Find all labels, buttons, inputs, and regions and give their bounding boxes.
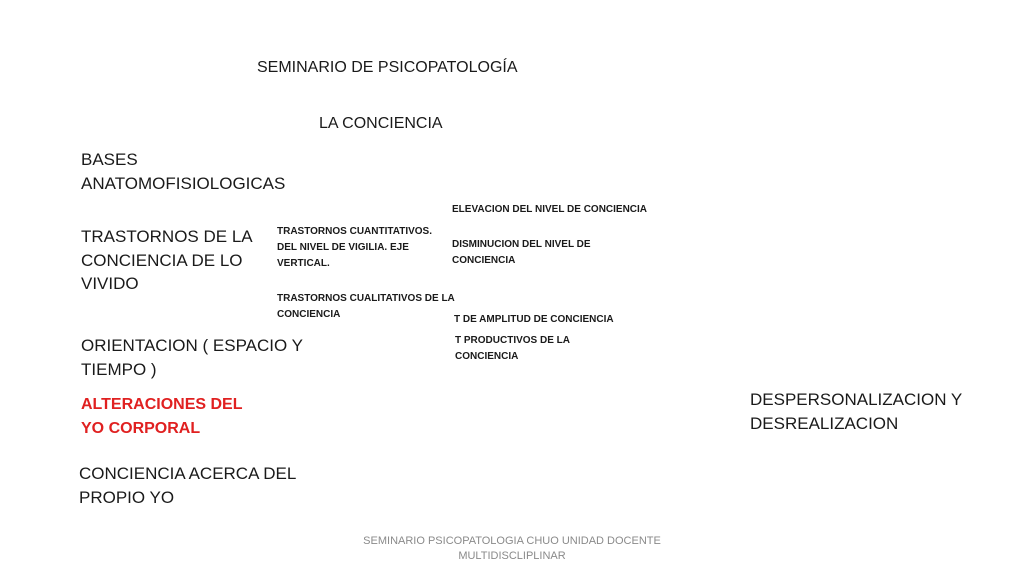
cuantitativos-line-1: TRASTORNOS CUANTITATIVOS. — [277, 226, 432, 237]
trastornos-cuantitativos-label — [277, 224, 432, 272]
bases-anatomofisiologicas-label — [81, 148, 285, 195]
productivos-line-2: CONCIENCIA — [455, 351, 519, 362]
slide-subtitle: LA CONCIENCIA — [319, 115, 443, 132]
trastornos-line-1: TRASTORNOS DE LA — [81, 227, 253, 246]
trastornos-conciencia-vivido-label — [81, 225, 253, 296]
disminucion-line-1: DISMINUCION DEL NIVEL DE — [452, 239, 591, 250]
footer-line-1: SEMINARIO PSICOPATOLOGIA CHUO UNIDAD DOCENTE — [363, 535, 661, 547]
conciencia-yo-line-2: PROPIO YO — [79, 487, 175, 507]
orientacion-line-1: ORIENTACION ( ESPACIO Y — [81, 336, 303, 355]
cuantitativos-line-2: DEL NIVEL DE VIGILIA. EJE — [277, 242, 409, 253]
slide-footer — [312, 534, 712, 564]
despersonalizacion-label — [750, 388, 962, 435]
cuantitativos-line-3: VERTICAL. — [277, 258, 330, 269]
slide-title: SEMINARIO DE PSICOPATOLOGÍA — [257, 59, 518, 76]
productivos-line-1: T PRODUCTIVOS DE LA — [455, 335, 571, 346]
alteraciones-yo-corporal-label — [81, 393, 242, 440]
conciencia-yo-line-1: CONCIENCIA ACERCA DEL — [79, 464, 297, 483]
elevacion-nivel-conciencia-label: ELEVACION DEL NIVEL DE CONCIENCIA — [452, 204, 648, 215]
alteraciones-line-1: ALTERACIONES DEL — [81, 396, 243, 413]
conciencia-propio-yo-label — [79, 462, 296, 509]
alteraciones-line-2: YO CORPORAL — [81, 419, 201, 437]
productivos-conciencia-label — [455, 333, 570, 365]
trastornos-line-2: CONCIENCIA DE LO — [81, 250, 243, 270]
disminucion-nivel-conciencia-label — [452, 237, 591, 269]
bases-line-1: BASES — [81, 150, 138, 169]
trastornos-line-3: VIVIDO — [81, 274, 139, 293]
orientacion-line-2: TIEMPO ) — [81, 359, 157, 379]
cualitativos-line-2: CONCIENCIA — [277, 309, 341, 320]
trastornos-cualitativos-label — [277, 291, 455, 323]
despersonalizacion-line-1: DESPERSONALIZACION Y — [750, 390, 963, 409]
orientacion-label — [81, 334, 303, 381]
bases-line-2: ANATOMOFISIOLOGICAS — [81, 173, 286, 193]
disminucion-line-2: CONCIENCIA — [452, 255, 516, 266]
amplitud-conciencia-label: T DE AMPLITUD DE CONCIENCIA — [454, 314, 614, 325]
footer-line-2: MULTIDISCLIPLINAR — [458, 550, 566, 562]
cualitativos-line-1: TRASTORNOS CUALITATIVOS DE LA — [277, 293, 455, 304]
despersonalizacion-line-2: DESREALIZACION — [750, 413, 899, 433]
